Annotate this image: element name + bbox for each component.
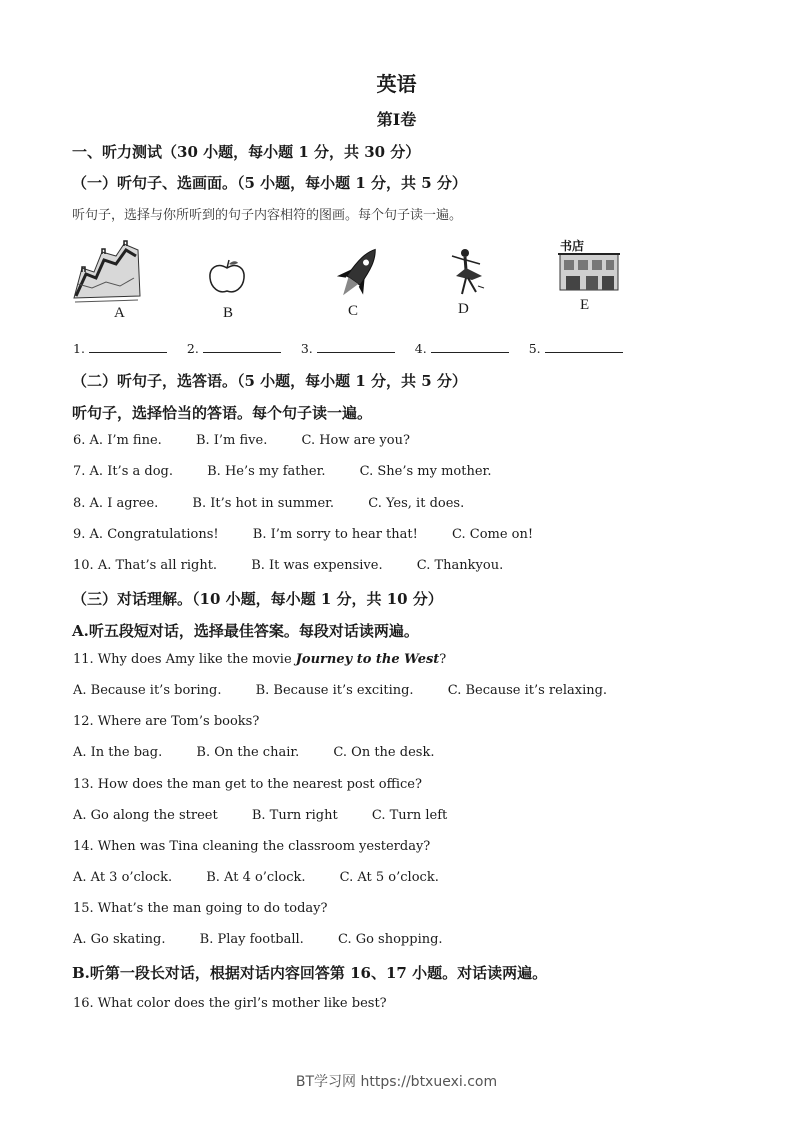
option-15c: C. Go shopping. (337, 932, 443, 947)
picture-label-e: E (580, 297, 590, 313)
option-12c: C. On the desk. (333, 745, 435, 760)
movie-title: Journey to the West (295, 652, 440, 667)
part2-instruction: 听句子，选择恰当的答语。每个句子读一遍。 (72, 404, 373, 422)
option-11b: B. Because it’s exciting. (255, 683, 414, 698)
dancer-icon (448, 246, 488, 298)
part1-instruction: 听句子，选择与你所听到的句子内容相符的图画。每个句子读一遍。 (72, 208, 463, 223)
part3-sub-b-instruction: B.听第一段长对话，根据对话内容回答第 16、17 小题。对话读两遍。 (72, 964, 548, 982)
option-11a: A. Because it’s boring. (73, 683, 222, 698)
question-10: 10. A. That’s all right. B. It was expensive. C. Thankyou. (73, 558, 504, 573)
rocket-icon (330, 242, 386, 306)
question-11-options (73, 683, 607, 698)
page-title: 英语 (376, 72, 417, 96)
question-16: 16. What color does the girl’s mother like best? (73, 996, 387, 1011)
question-12-options (73, 745, 434, 760)
picture-label-a: A (114, 305, 125, 321)
question-12: 12. Where are Tom’s books? (73, 714, 260, 729)
option-14c: C. At 5 o’clock. (339, 870, 439, 885)
bookstore-icon (556, 236, 622, 294)
answer-blank-2[interactable]: 2. (187, 340, 281, 356)
option-9c: C. Come on! (452, 527, 534, 542)
question-13: 13. How does the man get to the nearest post office? (73, 777, 422, 792)
part3-sub-a-instruction: A.听五段短对话，选择最佳答案。每段对话读两遍。 (72, 622, 419, 640)
option-13b: B. Turn right (251, 808, 338, 823)
option-8c: C. Yes, it does. (368, 496, 465, 511)
option-13c: C. Turn left (371, 808, 448, 823)
picture-label-c: C (348, 303, 359, 319)
option-7c: C. She’s my mother. (359, 464, 492, 479)
question-14-options (73, 870, 439, 885)
option-14a: A. At 3 o’clock. (73, 870, 173, 885)
option-12a: A. In the bag. (73, 745, 163, 760)
option-6c: C. How are you? (301, 433, 410, 448)
question-8: 8. A. I agree. B. It’s hot in summer. C. Yes, it does. (73, 496, 465, 511)
option-13a: A. Go along the street (73, 808, 218, 823)
bookstore-sign: 书店 (560, 239, 585, 253)
option-9a: A. Congratulations! (89, 527, 219, 542)
option-8a: A. I agree. (89, 496, 159, 511)
answer-blank-5[interactable]: 5. (529, 340, 623, 356)
answer-blank-1[interactable]: 1. (73, 340, 167, 356)
option-10c: C. Thankyou. (416, 558, 504, 573)
question-15-options (73, 932, 443, 947)
picture-label-d: D (458, 301, 469, 317)
great-wall-icon (72, 238, 142, 306)
question-13-options (73, 808, 447, 823)
apple-icon (207, 258, 247, 296)
picture-label-b: B (223, 305, 234, 321)
question-11: 11. Why does Amy like the movie Journey to the West? (73, 652, 447, 667)
option-10a: A. That’s all right. (97, 558, 218, 573)
option-15a: A. Go skating. (73, 932, 166, 947)
answer-blank-3[interactable]: 3. (301, 340, 395, 356)
answer-blanks-row (73, 340, 639, 356)
question-15: 15. What’s the man going to do today? (73, 901, 328, 916)
part3-heading: （三）对话理解。（10 小题，每小题 1 分，共 10 分） (72, 590, 443, 608)
question-6: 6. A. I’m fine. B. I’m five. C. How are you? (73, 433, 410, 448)
paper-volume-label: 第Ⅰ卷 (376, 110, 417, 129)
option-15b: B. Play football. (199, 932, 304, 947)
option-11c: C. Because it’s relaxing. (447, 683, 608, 698)
option-14b: B. At 4 o’clock. (206, 870, 306, 885)
option-12b: B. On the chair. (196, 745, 300, 760)
option-10b: B. It was expensive. (251, 558, 383, 573)
question-14: 14. When was Tina cleaning the classroom yesterday? (73, 839, 431, 854)
part1-heading: （一）听句子、选画面。（5 小题，每小题 1 分，共 5 分） (72, 174, 467, 192)
section-heading-listening: 一、听力测试（30 小题，每小题 1 分，共 30 分） (72, 143, 421, 161)
question-7: 7. A. It’s a dog. B. He’s my father. C. She’s my mother. (73, 464, 492, 479)
option-7b: B. He’s my father. (207, 464, 326, 479)
part2-heading: （二）听句子，选答语。（5 小题，每小题 1 分，共 5 分） (72, 372, 467, 390)
watermark-footer: BT学习网 https://btxuexi.com (295, 1074, 498, 1090)
option-6a: A. I’m fine. (89, 433, 162, 448)
option-9b: B. I’m sorry to hear that! (252, 527, 418, 542)
option-8b: B. It’s hot in summer. (192, 496, 335, 511)
option-6b: B. I’m five. (195, 433, 268, 448)
option-7a: A. It’s a dog. (89, 464, 173, 479)
question-9: 9. A. Congratulations! B. I’m sorry to hear that! C. Come on! (73, 527, 534, 542)
answer-blank-4[interactable]: 4. (415, 340, 509, 356)
